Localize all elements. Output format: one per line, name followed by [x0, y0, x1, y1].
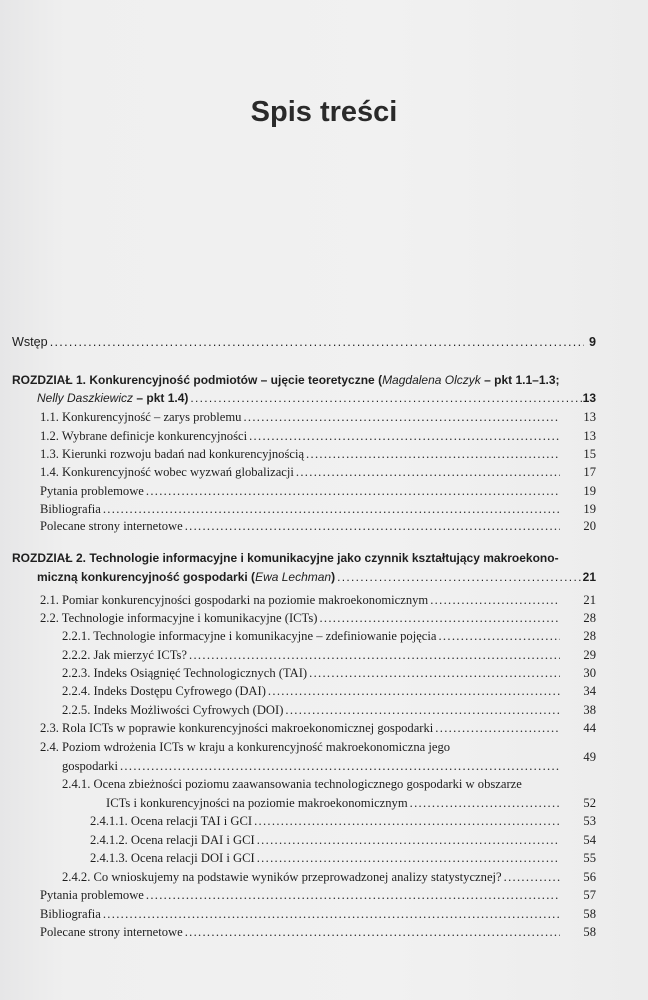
toc-entry-label: 2.2.1. Technologie informacyjne i komunikacyjne – zdefiniowanie pojęcia: [62, 629, 437, 643]
toc-entry-wstep: [0, 333, 648, 351]
toc-entry-page: 29: [583, 648, 596, 662]
toc-entry-label: 2.4.1.2. Ocena relacji DAI i GCI: [90, 833, 255, 847]
toc-entry-page: 55: [583, 851, 596, 865]
leader-dots: [319, 609, 560, 627]
toc-entry-2-4-page: 49: [583, 750, 596, 764]
toc-entry: [0, 701, 648, 719]
chapter-1-author-2: Nelly Daszkiewicz: [37, 391, 134, 405]
toc-entry-label: Polecane strony internetowe: [40, 925, 183, 939]
leader-dots: [185, 923, 560, 941]
toc-entry-2-4-1-line1: 2.4.1. Ocena zbieżności poziomu zaawansowania technologicznego gospodarki w obszarze: [62, 777, 522, 791]
leader-dots: [337, 568, 584, 586]
toc-entry-page: 58: [583, 907, 596, 921]
toc-entry-label: 2.2.4. Indeks Dostępu Cyfrowego (DAI): [62, 684, 266, 698]
toc-entry-label: 2.4.1.1. Ocena relacji TAI i GCI: [90, 814, 253, 828]
toc-entry: [0, 427, 648, 445]
chapter-1-title-cont: – pkt 1.1–1.3;: [480, 373, 560, 387]
chapter-2-author: Ewa Lechman: [255, 570, 332, 584]
toc-entry: [0, 831, 648, 849]
toc-entry: [0, 719, 648, 737]
leader-dots: [249, 427, 560, 445]
toc-entry: [0, 445, 648, 463]
toc-entry-label: Bibliografia: [40, 907, 101, 921]
toc-entry-label: Polecane strony internetowe: [40, 519, 183, 533]
toc-entry: [0, 408, 648, 426]
toc-entry: [0, 682, 648, 700]
leader-dots: [435, 719, 560, 737]
toc-entry-page: 58: [583, 925, 596, 939]
chapter-1-author-1: Magdalena Olczyk: [382, 373, 481, 387]
toc-entry-page: 9: [588, 335, 596, 349]
chapter-2-heading-line1: ROZDZIAŁ 2. Technologie informacyjne i komunikacyjne jako czynnik kształtujący makroekono-: [12, 551, 559, 565]
toc-entry-label: Pytania problemowe: [40, 888, 144, 902]
chapter-2-title-end: ): [331, 570, 336, 584]
toc-entry: [0, 500, 648, 518]
leader-dots: [103, 500, 560, 518]
toc-entry-page: 28: [583, 629, 596, 643]
toc-entry-page: 20: [583, 519, 596, 533]
toc-entry: [0, 627, 648, 645]
toc-entry: [0, 849, 648, 867]
toc-entry-2-4-1-line2: [0, 794, 648, 812]
chapter-1-title-end: – pkt 1.4): [133, 391, 189, 405]
toc-entry: [0, 646, 648, 664]
toc-entry-page: 13: [583, 410, 596, 424]
chapter-2-heading-line2: [0, 568, 648, 586]
toc-entry-page: 56: [583, 870, 596, 884]
toc-entry-label: 2.2. Technologie informacyjne i komunikacyjne (ICTs): [40, 611, 318, 625]
leader-dots: [257, 831, 560, 849]
toc-entry: [0, 923, 648, 941]
toc-entry-label: 2.4.1.3. Ocena relacji DOI i GCI: [90, 851, 255, 865]
leader-dots: [296, 463, 560, 481]
page-title: Spis treści: [250, 96, 398, 128]
toc-entry-label: Bibliografia: [40, 502, 101, 516]
toc-entry-page: 44: [583, 721, 596, 735]
toc-entry: [0, 664, 648, 682]
leader-dots: [185, 517, 560, 535]
toc-entry: [0, 482, 648, 500]
chapter-1-title: ROZDZIAŁ 1. Konkurencyjność podmiotów – ujęcie teoretyczne (: [12, 373, 383, 387]
chapter-1-page: 13: [582, 391, 596, 405]
toc-entry-page: 19: [583, 484, 596, 498]
toc-entry-label: 1.3. Kierunki rozwoju badań nad konkurencyjnością: [40, 447, 305, 461]
leader-dots: [103, 905, 560, 923]
toc-entry-label: 2.3. Rola ICTs w poprawie konkurencyjności makroekonomicznej gospodarki: [40, 721, 434, 735]
leader-dots: [306, 445, 560, 463]
toc-entry-page: 21: [583, 593, 596, 607]
leader-dots: [309, 664, 560, 682]
toc-entry-page: 57: [583, 888, 596, 902]
toc-entry-label: 1.2. Wybrane definicje konkurencyjności: [40, 429, 248, 443]
toc-entry-page: 34: [583, 684, 596, 698]
toc-entry-2-4-line1: 2.4. Poziom wdrożenia ICTs w kraju a konkurencyjność makroekonomiczna jego: [40, 740, 451, 754]
leader-dots: [504, 868, 560, 886]
toc-entry: [0, 886, 648, 904]
toc-entry-page: 15: [583, 447, 596, 461]
chapter-2-page: 21: [582, 570, 596, 584]
toc-entry: [0, 609, 648, 627]
leader-dots: [146, 482, 560, 500]
toc-entry: [0, 905, 648, 923]
toc-entry: [0, 517, 648, 535]
toc-entry-label: Pytania problemowe: [40, 484, 144, 498]
toc-entry-label: 2.2.5. Indeks Możliwości Cyfrowych (DOI): [62, 703, 284, 717]
toc-entry-label: 2.2.2. Jak mierzyć ICTs?: [62, 648, 188, 662]
leader-dots: [189, 646, 560, 664]
toc-entry-page: 28: [583, 611, 596, 625]
toc-entry: [0, 812, 648, 830]
leader-dots: [438, 627, 560, 645]
chapter-1-heading-line1: [12, 371, 560, 389]
toc-entry-label: Wstęp: [12, 335, 48, 349]
chapter-1-heading-line2: [0, 389, 648, 407]
toc-entry-label: 1.4. Konkurencyjność wobec wyzwań globalizacji: [40, 465, 294, 479]
toc-entry-page: 17: [583, 465, 596, 479]
toc-entry-label: ICTs i konkurencyjności na poziomie makroekonomicznym: [106, 796, 408, 810]
toc-entry: [0, 591, 648, 609]
toc-entry-page: 53: [583, 814, 596, 828]
toc-entry-label: 2.4.2. Co wnioskujemy na podstawie wyników przeprowadzonej analizy statystycznej?: [62, 870, 502, 884]
chapter-2-title-cont: miczną konkurencyjność gospodarki (: [37, 570, 256, 584]
toc-entry-2-4-line2: [0, 757, 648, 775]
leader-dots: [285, 701, 560, 719]
toc-entry-page: 13: [583, 429, 596, 443]
toc-entry-page: 52: [583, 796, 596, 810]
leader-dots: [268, 682, 560, 700]
leader-dots: [254, 812, 560, 830]
toc-entry-page: 54: [583, 833, 596, 847]
leader-dots: [190, 389, 584, 407]
toc-entry-label: gospodarki: [62, 759, 118, 773]
toc-entry-label: 2.1. Pomiar konkurencyjności gospodarki na poziomie makroekonomicznym: [40, 593, 429, 607]
toc-entry: [0, 463, 648, 481]
toc-entry-page: 19: [583, 502, 596, 516]
leader-dots: [120, 757, 560, 775]
leader-dots: [146, 886, 560, 904]
leader-dots: [257, 849, 560, 867]
leader-dots: [50, 333, 584, 351]
toc-entry-label: 1.1. Konkurencyjność – zarys problemu: [40, 410, 242, 424]
toc-entry: [0, 868, 648, 886]
toc-entry-page: 38: [583, 703, 596, 717]
toc-entry-label: 2.2.3. Indeks Osiągnięć Technologicznych (TAI): [62, 666, 308, 680]
leader-dots: [243, 408, 560, 426]
leader-dots: [410, 794, 560, 812]
leader-dots: [430, 591, 560, 609]
toc-entry-page: 30: [583, 666, 596, 680]
